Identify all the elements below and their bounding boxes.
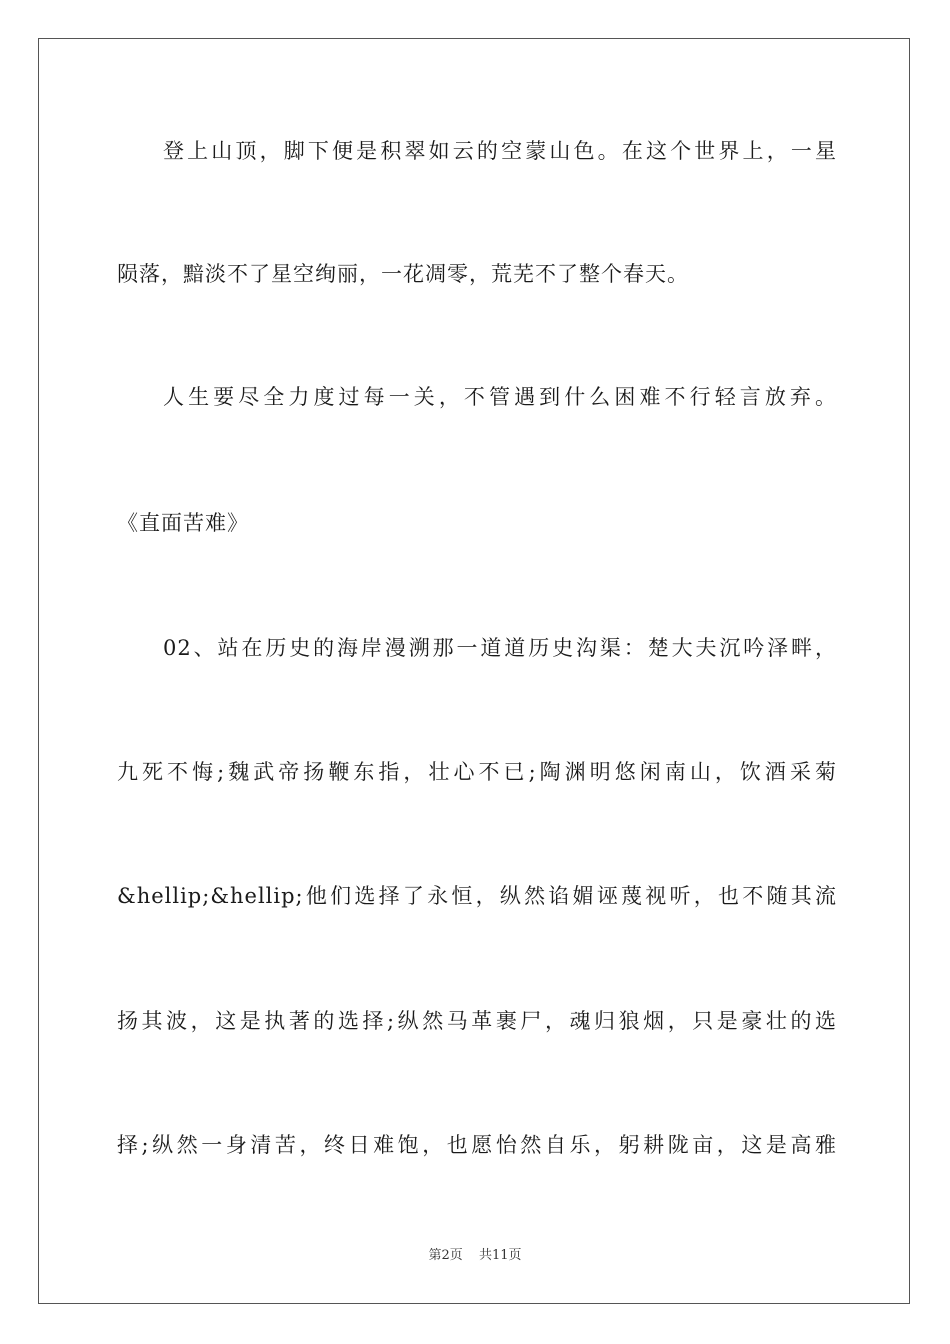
- text-line-6: 九死不悔;魏武帝扬鞭东指，壮心不已;陶渊明悠闲南山，饮酒采菊: [117, 760, 837, 784]
- page-frame: [38, 38, 910, 1304]
- text-line-8: 扬其波，这是执著的选择;纵然马革裹尸，魂归狼烟，只是豪壮的选: [117, 1009, 837, 1033]
- text-line-7: &hellip;&hellip;他们选择了永恒，纵然谄媚诬蔑视听，也不随其流: [117, 884, 837, 908]
- page-total: 共11页: [478, 1248, 522, 1263]
- page-footer: [0, 1244, 950, 1263]
- text-line-1: 登上山顶，脚下便是积翠如云的空蒙山色。在这个世界上，一星: [163, 139, 837, 163]
- text-line-3: 人生要尽全力度过每一关，不管遇到什么困难不行轻言放弃。: [163, 385, 837, 409]
- text-line-9: 择;纵然一身清苦，终日难饱，也愿怡然自乐，躬耕陇亩，这是高雅: [117, 1133, 837, 1157]
- text-line-2: 陨落，黯淡不了星空绚丽，一花凋零，荒芜不了整个春天。: [117, 262, 689, 286]
- page-number: 第2页: [428, 1248, 463, 1263]
- section-title: 《直面苦难》: [117, 511, 249, 535]
- text-line-5: 02、站在历史的海岸漫溯那一道道历史沟渠：楚大夫沉吟泽畔，: [163, 636, 837, 660]
